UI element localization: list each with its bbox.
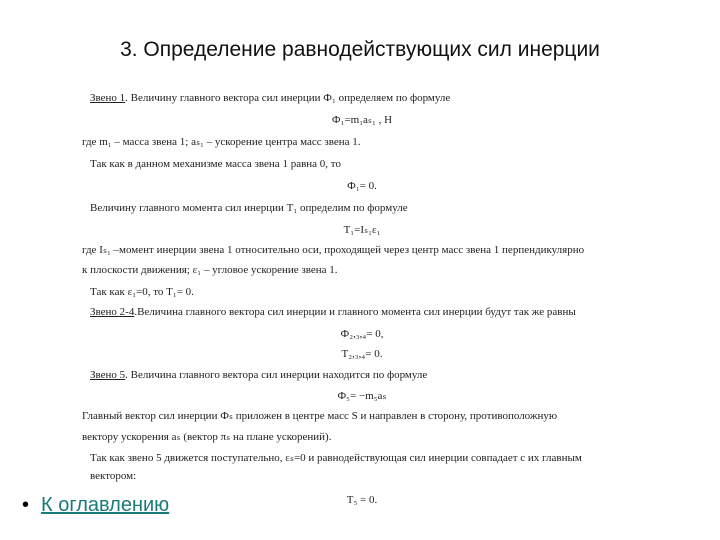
bullet-glyph: • — [22, 494, 30, 516]
doc-line-2: где m₁ – масса звена 1; aₛ₁ – ускорение центра масс звена 1. — [82, 136, 361, 148]
doc-line-15: Главный вектор сил инерции Фₛ приложен в центре масс S и направлен в сторону, противоположную — [82, 410, 558, 422]
section-heading: Звено 1 — [90, 92, 126, 104]
doc-line-18: вектором: — [90, 470, 137, 482]
doc-line-19: Т₅ = 0. — [346, 494, 378, 506]
doc-line-16: вектору ускорения aₛ (вектор πₛ на плане ускорений). — [82, 431, 332, 443]
doc-line-7: где Iₛ₁ –момент инерции звена 1 относительно оси, проходящей через центр масс звена 1 перпендикулярно — [82, 244, 585, 256]
toc-link[interactable]: К оглавлению — [41, 494, 170, 516]
doc-line-link1-intro — [90, 92, 450, 105]
doc-line-0: Звено 1. Величину главного вектора сил инерции Ф₁ определяем по формуле — [90, 92, 451, 104]
doc-line-10: Звено 2-4.Величина главного вектора сил инерции и главного момента сил инерции будут так же равны — [90, 306, 576, 318]
doc-line-4: Ф₁= 0. — [347, 180, 377, 192]
doc-line-6: Т₁=Iₛ₁ε₁ — [343, 224, 381, 236]
section-heading: Звено 2-4 — [90, 306, 135, 318]
doc-line-11: Ф₂,₃,₄= 0, — [340, 328, 384, 340]
slide-title: 3. Определение равнодействующих сил инерции — [120, 38, 600, 61]
doc-line-3: Так как в данном механизме масса звена 1 равна 0, то — [90, 158, 341, 170]
toc-bullet-item — [22, 494, 169, 517]
doc-line-1: Ф₁=m₁aₛ₁ , Н — [331, 114, 393, 126]
doc-line-14: Ф₅= −m₅aₛ — [337, 390, 387, 402]
doc-line-12: Т₂,₃,₄= 0. — [341, 348, 383, 360]
doc-line-8: к плоскости движения; ε₁ – угловое ускорение звена 1. — [82, 264, 338, 276]
section-heading: Звено 5 — [90, 369, 126, 381]
doc-line-9: Так как ε₁=0, то Т₁= 0. — [90, 286, 194, 298]
doc-line-13: Звено 5. Величина главного вектора сил инерции находится по формуле — [90, 369, 428, 381]
doc-line-17: Так как звено 5 движется поступательно, εₛ=0 и равнодействующая сил инерции совпадает с их главным — [90, 452, 582, 464]
doc-line-5: Величину главного момента сил инерции Т₁ определим по формуле — [90, 202, 408, 214]
